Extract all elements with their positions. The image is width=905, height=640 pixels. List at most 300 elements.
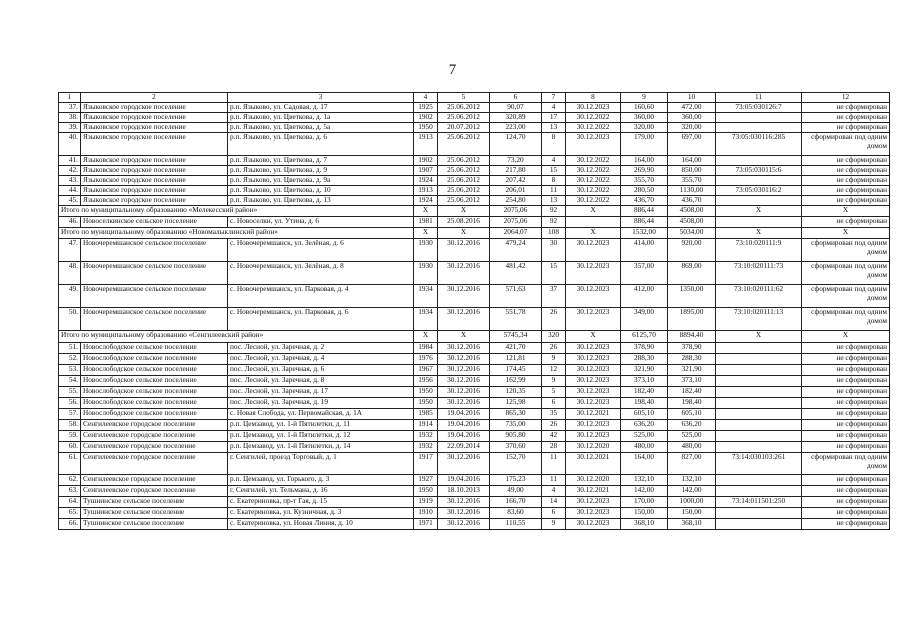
cadastral-number-cell <box>716 196 802 206</box>
address-cell: с. Новоселки, ул. Утина, д. 6 <box>228 217 414 228</box>
residents-cell: 9 <box>542 354 566 365</box>
cost-a-cell: 373,10 <box>621 376 668 387</box>
cadastral-number-cell <box>716 365 802 376</box>
cost-a-cell: 525,00 <box>621 431 668 442</box>
address-cell: с. Екатериновка, ул. Кузничная, д. 3 <box>228 508 414 519</box>
cost-b-cell: 827,00 <box>668 453 716 475</box>
area-cell: 73,20 <box>490 156 542 166</box>
cost-a-cell: 164,00 <box>621 453 668 475</box>
area-cell: 865,30 <box>490 409 542 420</box>
row-number-cell: 44. <box>59 186 81 196</box>
cadastral-number-cell <box>716 398 802 409</box>
cadastral-number-cell: 73:05:030115:6 <box>716 166 802 176</box>
address-cell: р.п. Языково, ул. Цветкова, д. 7 <box>228 156 414 166</box>
cadastral-number-cell: 73:14:030103:261 <box>716 453 802 475</box>
resettlement-date-cell: 30.12.2023 <box>566 239 621 262</box>
recognition-date-cell: 30.12.2016 <box>438 354 490 365</box>
column-header: 12 <box>802 93 890 103</box>
land-status-cell: не сформирован <box>802 519 890 530</box>
residents-cell: 6 <box>542 398 566 409</box>
cadastral-number-cell <box>716 442 802 453</box>
subtotal-cost-a: 886,44 <box>621 206 668 217</box>
cadastral-number-cell <box>716 217 802 228</box>
cost-b-cell: 198,40 <box>668 398 716 409</box>
table-row <box>59 156 890 166</box>
cadastral-number-cell <box>716 176 802 186</box>
cost-b-cell: 480,00 <box>668 442 716 453</box>
cost-b-cell: 697,00 <box>668 133 716 156</box>
land-status-cell: не сформирован <box>802 166 890 176</box>
cost-b-cell: 132,10 <box>668 475 716 486</box>
residents-cell: 9 <box>542 519 566 530</box>
residents-cell: 8 <box>542 176 566 186</box>
address-cell: р.п. Языково, ул. Цветкова, д. 1а <box>228 113 414 123</box>
year-built-cell: 1934 <box>414 308 438 331</box>
land-status-cell: не сформирован <box>802 123 890 133</box>
row-number-cell: 57. <box>59 409 81 420</box>
row-number-cell: 60. <box>59 442 81 453</box>
column-header: 7 <box>542 93 566 103</box>
land-status-cell: не сформирован <box>802 376 890 387</box>
cost-b-cell: 472,00 <box>668 103 716 113</box>
resettlement-date-cell: 30.12.2023 <box>566 262 621 285</box>
recognition-date-cell: 30.12.2016 <box>438 376 490 387</box>
subtotal-cost-a: 6125,70 <box>621 331 668 343</box>
resettlement-date-cell: 30.12.2021 <box>566 486 621 497</box>
resettlement-date-cell: 30.12.2022 <box>566 113 621 123</box>
column-header: 5 <box>438 93 490 103</box>
recognition-date-cell: 30.12.2016 <box>438 343 490 354</box>
row-number-cell: 54. <box>59 376 81 387</box>
cost-b-cell: 4508,00 <box>668 217 716 228</box>
cadastral-number-cell <box>716 475 802 486</box>
land-status-cell: не сформирован <box>802 475 890 486</box>
subtotal-residents: 320 <box>542 331 566 343</box>
cadastral-number-cell: 73:10:020111:13 <box>716 308 802 331</box>
land-status-cell: сформирован под одним домом <box>802 239 890 262</box>
resettlement-date-cell: 30.12.2023 <box>566 387 621 398</box>
address-cell: пос. Лесной, ул. Заречная, д. 8 <box>228 376 414 387</box>
cost-a-cell: 321,90 <box>621 365 668 376</box>
column-header: 2 <box>81 93 228 103</box>
year-built-cell: 1919 <box>414 497 438 508</box>
subtotal-cadastral-number: X <box>716 206 802 217</box>
year-built-cell: 1917 <box>414 453 438 475</box>
year-built-cell: 1907 <box>414 166 438 176</box>
year-built-cell: 1950 <box>414 123 438 133</box>
cadastral-number-cell <box>716 420 802 431</box>
address-cell: р.п. Цемзавод, ул. 1-й Пятилетки, д. 14 <box>228 442 414 453</box>
subtotal-cadastral-number: X <box>716 228 802 239</box>
table-row <box>59 376 890 387</box>
year-built-cell: 1950 <box>414 398 438 409</box>
address-cell: пос. Лесной, ул. Заречная, д. 6 <box>228 365 414 376</box>
area-cell: 166,70 <box>490 497 542 508</box>
table-row <box>59 442 890 453</box>
land-status-cell: не сформирован <box>802 217 890 228</box>
subtotal-year-built: X <box>414 331 438 343</box>
year-built-cell: 1930 <box>414 239 438 262</box>
table-row <box>59 387 890 398</box>
settlement-cell: Языковское городское поселение <box>81 176 228 186</box>
cost-a-cell: 414,00 <box>621 239 668 262</box>
residents-cell: 4 <box>542 486 566 497</box>
residents-cell: 37 <box>542 285 566 308</box>
subtotal-cost-b: 4508,00 <box>668 206 716 217</box>
settlement-cell: Языковское городское поселение <box>81 133 228 156</box>
cost-b-cell: 1130,00 <box>668 186 716 196</box>
area-cell: 125,98 <box>490 398 542 409</box>
table-row <box>59 453 890 475</box>
cost-b-cell: 850,00 <box>668 166 716 176</box>
subtotal-row <box>59 228 890 239</box>
year-built-cell: 1932 <box>414 431 438 442</box>
cost-b-cell: 920,00 <box>668 239 716 262</box>
cost-a-cell: 164,00 <box>621 156 668 166</box>
cost-a-cell: 368,10 <box>621 519 668 530</box>
year-built-cell: 1981 <box>414 217 438 228</box>
subtotal-label: Итого по муниципальному образованию «Сенгилеевский район» <box>59 331 414 343</box>
residents-cell: 8 <box>542 133 566 156</box>
cost-a-cell: 179,00 <box>621 133 668 156</box>
resettlement-date-cell: 30.12.2023 <box>566 133 621 156</box>
subtotal-recognition-date: X <box>438 206 490 217</box>
resettlement-date-cell: 30.12.2020 <box>566 475 621 486</box>
cost-a-cell: 182,40 <box>621 387 668 398</box>
table-row <box>59 508 890 519</box>
cadastral-number-cell <box>716 519 802 530</box>
address-cell: пос. Лесной, ул. Заречная, д. 4 <box>228 354 414 365</box>
resettlement-date-cell: 30.12.2022 <box>566 156 621 166</box>
cost-a-cell: 280,50 <box>621 186 668 196</box>
row-number-cell: 63. <box>59 486 81 497</box>
resettlement-date-cell: 30.12.2023 <box>566 508 621 519</box>
resettlement-date-cell: 30.12.2022 <box>566 186 621 196</box>
cadastral-number-cell <box>716 354 802 365</box>
land-status-cell: не сформирован <box>802 442 890 453</box>
row-number-cell: 55. <box>59 387 81 398</box>
table-row <box>59 343 890 354</box>
settlement-cell: Новослободское сельское поселение <box>81 409 228 420</box>
page-number: 7 <box>448 62 457 78</box>
table-row <box>59 103 890 113</box>
year-built-cell: 1927 <box>414 475 438 486</box>
land-status-cell: не сформирован <box>802 103 890 113</box>
address-cell: пос. Лесной, ул. Заречная, д. 19 <box>228 398 414 409</box>
cost-a-cell: 142,00 <box>621 486 668 497</box>
address-cell: с. Новая Слобода, ул. Первомайская, д. 1А <box>228 409 414 420</box>
recognition-date-cell: 30.12.2016 <box>438 508 490 519</box>
subtotal-label: Итого по муниципальному образованию «Мелекесский район» <box>59 206 414 217</box>
area-cell: 110,55 <box>490 519 542 530</box>
column-header: 9 <box>621 93 668 103</box>
subtotal-year-built: X <box>414 228 438 239</box>
cadastral-number-cell <box>716 113 802 123</box>
settlement-cell: Сенгилеевское городское поселение <box>81 486 228 497</box>
resettlement-date-cell: 30.12.2022 <box>566 196 621 206</box>
subtotal-row <box>59 206 890 217</box>
column-header: 3 <box>228 93 414 103</box>
residents-cell: 11 <box>542 186 566 196</box>
cost-a-cell: 349,00 <box>621 308 668 331</box>
settlement-cell: Сенгилеевское городское поселение <box>81 442 228 453</box>
row-number-cell: 39. <box>59 123 81 133</box>
area-cell: 551,78 <box>490 308 542 331</box>
address-cell: с. Екатериновка, пр-т Гая, д. 15 <box>228 497 414 508</box>
row-number-cell: 56. <box>59 398 81 409</box>
area-cell: 121,81 <box>490 354 542 365</box>
subtotal-resettlement-date: X <box>566 206 621 217</box>
cost-b-cell: 373,10 <box>668 376 716 387</box>
residents-cell: 17 <box>542 113 566 123</box>
column-header: 11 <box>716 93 802 103</box>
residents-cell: 26 <box>542 343 566 354</box>
cost-a-cell: 150,00 <box>621 508 668 519</box>
table-row <box>59 262 890 285</box>
address-cell: р.п. Цемзавод, ул. Горького, д. 3 <box>228 475 414 486</box>
table-row <box>59 133 890 156</box>
cadastral-number-cell: 73:10:020111:9 <box>716 239 802 262</box>
residents-cell: 26 <box>542 420 566 431</box>
recognition-date-cell: 25.06.2012 <box>438 196 490 206</box>
address-cell: с. Новочеремшанск, ул. Парковая, д. 4 <box>228 285 414 308</box>
table-row <box>59 519 890 530</box>
cost-b-cell: 360,00 <box>668 113 716 123</box>
year-built-cell: 1985 <box>414 409 438 420</box>
cadastral-number-cell: 73:14:011501:250 <box>716 497 802 508</box>
resettlement-date-cell: 30.12.2023 <box>566 308 621 331</box>
table-row <box>59 365 890 376</box>
settlement-cell: Языковское городское поселение <box>81 196 228 206</box>
address-cell: с. Новочеремшанск, ул. Зелёная, д. 8 <box>228 262 414 285</box>
residents-cell: 13 <box>542 123 566 133</box>
resettlement-date-cell: 30.12.2023 <box>566 519 621 530</box>
table-row <box>59 285 890 308</box>
settlement-cell: Языковское городское поселение <box>81 156 228 166</box>
address-cell: р.п. Языково, ул. Цветкова, д. 13 <box>228 196 414 206</box>
subtotal-cost-a: 1532,00 <box>621 228 668 239</box>
cost-a-cell: 480,00 <box>621 442 668 453</box>
recognition-date-cell: 19.04.2016 <box>438 420 490 431</box>
land-status-cell: не сформирован <box>802 409 890 420</box>
area-cell: 175,23 <box>490 475 542 486</box>
subtotal-recognition-date: X <box>438 331 490 343</box>
settlement-cell: Новочеремшанское сельское поселение <box>81 308 228 331</box>
residents-cell: 28 <box>542 442 566 453</box>
cadastral-number-cell <box>716 486 802 497</box>
year-built-cell: 1934 <box>414 285 438 308</box>
residents-cell: 12 <box>542 365 566 376</box>
subtotal-area: 5745,34 <box>490 331 542 343</box>
cost-b-cell: 1895,00 <box>668 308 716 331</box>
residents-cell: 92 <box>542 217 566 228</box>
cost-b-cell: 320,00 <box>668 123 716 133</box>
residents-cell: 26 <box>542 308 566 331</box>
address-cell: пос. Лесной, ул. Заречная, д. 17 <box>228 387 414 398</box>
row-number-cell: 62. <box>59 475 81 486</box>
subtotal-resettlement-date: X <box>566 228 621 239</box>
area-cell: 162,99 <box>490 376 542 387</box>
residents-cell: 30 <box>542 239 566 262</box>
year-built-cell: 1956 <box>414 376 438 387</box>
cost-a-cell: 355,70 <box>621 176 668 186</box>
cost-b-cell: 636,20 <box>668 420 716 431</box>
year-built-cell: 1971 <box>414 519 438 530</box>
cost-b-cell: 164,00 <box>668 156 716 166</box>
cadastral-number-cell <box>716 409 802 420</box>
year-built-cell: 1914 <box>414 420 438 431</box>
area-cell: 735,00 <box>490 420 542 431</box>
recognition-date-cell: 25.06.2012 <box>438 186 490 196</box>
recognition-date-cell: 30.12.2016 <box>438 398 490 409</box>
year-built-cell: 1910 <box>414 508 438 519</box>
address-cell: р.п. Языково, ул. Цветкова, д. 9а <box>228 176 414 186</box>
table-row <box>59 475 890 486</box>
recognition-date-cell: 22.09.2014 <box>438 442 490 453</box>
recognition-date-cell: 30.12.2016 <box>438 519 490 530</box>
resettlement-date-cell: 30.12.2021 <box>566 453 621 475</box>
address-cell: с. Новочеремшанск, ул. Зелёная, д. 6 <box>228 239 414 262</box>
year-built-cell: 1976 <box>414 354 438 365</box>
cost-a-cell: 132,10 <box>621 475 668 486</box>
recognition-date-cell: 30.12.2016 <box>438 308 490 331</box>
cost-b-cell: 605,10 <box>668 409 716 420</box>
area-cell: 83,60 <box>490 508 542 519</box>
cost-b-cell: 436,70 <box>668 196 716 206</box>
recognition-date-cell: 25.06.2012 <box>438 176 490 186</box>
subtotal-land-status: X <box>802 331 890 343</box>
cadastral-number-cell: 73:10:020111:62 <box>716 285 802 308</box>
cadastral-number-cell: 73:05:030126:7 <box>716 103 802 113</box>
year-built-cell: 1913 <box>414 186 438 196</box>
settlement-cell: Новослободское сельское поселение <box>81 354 228 365</box>
table-row <box>59 354 890 365</box>
cost-b-cell: 150,00 <box>668 508 716 519</box>
residents-cell: 11 <box>542 453 566 475</box>
row-number-cell: 61. <box>59 453 81 475</box>
recognition-date-cell: 25.06.2012 <box>438 113 490 123</box>
table-row <box>59 398 890 409</box>
area-cell: 152,70 <box>490 453 542 475</box>
cost-a-cell: 320,00 <box>621 123 668 133</box>
settlement-cell: Новочеремшанское сельское поселение <box>81 262 228 285</box>
recognition-date-cell: 30.12.2016 <box>438 365 490 376</box>
area-cell: 479,24 <box>490 239 542 262</box>
column-header: 4 <box>414 93 438 103</box>
settlement-cell: Новоселкинское сельское поселение <box>81 217 228 228</box>
cadastral-number-cell: 73:05:030116:285 <box>716 133 802 156</box>
table-row <box>59 217 890 228</box>
cost-b-cell: 378,90 <box>668 343 716 354</box>
area-cell: 207,42 <box>490 176 542 186</box>
subtotal-recognition-date: X <box>438 228 490 239</box>
row-number-cell: 59. <box>59 431 81 442</box>
settlement-cell: Языковское городское поселение <box>81 123 228 133</box>
row-number-cell: 50. <box>59 308 81 331</box>
column-header: 1 <box>59 93 81 103</box>
land-status-cell: не сформирован <box>802 365 890 376</box>
area-cell: 90,07 <box>490 103 542 113</box>
settlement-cell: Сенгилеевское городское поселение <box>81 431 228 442</box>
recognition-date-cell: 30.12.2016 <box>438 239 490 262</box>
cost-b-cell: 355,70 <box>668 176 716 186</box>
table-row <box>59 409 890 420</box>
settlement-cell: Языковское городское поселение <box>81 103 228 113</box>
resettlement-date-cell: 30.12.2022 <box>566 123 621 133</box>
land-status-cell: не сформирован <box>802 398 890 409</box>
settlement-cell: Новочеремшанское сельское поселение <box>81 239 228 262</box>
recognition-date-cell: 20.07.2012 <box>438 123 490 133</box>
cost-a-cell: 360,00 <box>621 113 668 123</box>
resettlement-date-cell <box>566 217 621 228</box>
land-status-cell: не сформирован <box>802 354 890 365</box>
cadastral-number-cell <box>716 376 802 387</box>
land-status-cell: не сформирован <box>802 486 890 497</box>
address-cell: р.п. Языково, ул. Цветкова, д. 6 <box>228 133 414 156</box>
residents-cell: 35 <box>542 409 566 420</box>
residents-cell: 9 <box>542 376 566 387</box>
area-cell: 421,70 <box>490 343 542 354</box>
row-number-cell: 41. <box>59 156 81 166</box>
table-row <box>59 196 890 206</box>
cost-a-cell: 160,60 <box>621 103 668 113</box>
settlement-cell: Сенгилеевское городское поселение <box>81 420 228 431</box>
cost-a-cell: 636,20 <box>621 420 668 431</box>
recognition-date-cell: 25.08.2016 <box>438 217 490 228</box>
cost-a-cell: 605,10 <box>621 409 668 420</box>
row-number-cell: 37. <box>59 103 81 113</box>
resettlement-date-cell: 30.12.2022 <box>566 166 621 176</box>
recognition-date-cell: 19.04.2016 <box>438 409 490 420</box>
table-row <box>59 113 890 123</box>
year-built-cell: 1924 <box>414 196 438 206</box>
resettlement-date-cell: 30.12.2023 <box>566 398 621 409</box>
resettlement-date-cell: 30.12.2023 <box>566 365 621 376</box>
table-row <box>59 166 890 176</box>
subtotal-cost-b: 8894,40 <box>668 331 716 343</box>
settlement-cell: Языковское городское поселение <box>81 186 228 196</box>
land-status-cell: не сформирован <box>802 176 890 186</box>
settlement-cell: Тушнинское сельское поселение <box>81 508 228 519</box>
resettlement-date-cell: 30.12.2023 <box>566 420 621 431</box>
address-cell: с. Новочеремшанск, ул. Парковая, д. 6 <box>228 308 414 331</box>
land-status-cell: не сформирован <box>802 156 890 166</box>
cost-a-cell: 378,90 <box>621 343 668 354</box>
cost-a-cell: 436,70 <box>621 196 668 206</box>
recognition-date-cell: 25.06.2012 <box>438 133 490 156</box>
cost-b-cell: 182,40 <box>668 387 716 398</box>
cost-b-cell: 1350,00 <box>668 285 716 308</box>
table-row <box>59 308 890 331</box>
recognition-date-cell: 25.06.2012 <box>438 166 490 176</box>
address-cell: пос. Лесной, ул. Заречная, д. 2 <box>228 343 414 354</box>
subtotal-residents: 92 <box>542 206 566 217</box>
resettlement-date-cell: 30.12.2023 <box>566 497 621 508</box>
settlement-cell: Новослободское сельское поселение <box>81 376 228 387</box>
cadastral-number-cell <box>716 387 802 398</box>
settlement-cell: Языковское городское поселение <box>81 166 228 176</box>
land-status-cell: не сформирован <box>802 497 890 508</box>
row-number-cell: 58. <box>59 420 81 431</box>
recognition-date-cell: 25.06.2012 <box>438 156 490 166</box>
residents-cell: 4 <box>542 103 566 113</box>
subtotal-label: Итого по муниципальному образованию «Новомалыклинский район» <box>59 228 414 239</box>
cadastral-number-cell <box>716 431 802 442</box>
settlement-cell: Сенгилеевское городское поселение <box>81 475 228 486</box>
land-status-cell: сформирован под одним домом <box>802 453 890 475</box>
cost-a-cell: 170,00 <box>621 497 668 508</box>
recognition-date-cell: 30.12.2016 <box>438 453 490 475</box>
